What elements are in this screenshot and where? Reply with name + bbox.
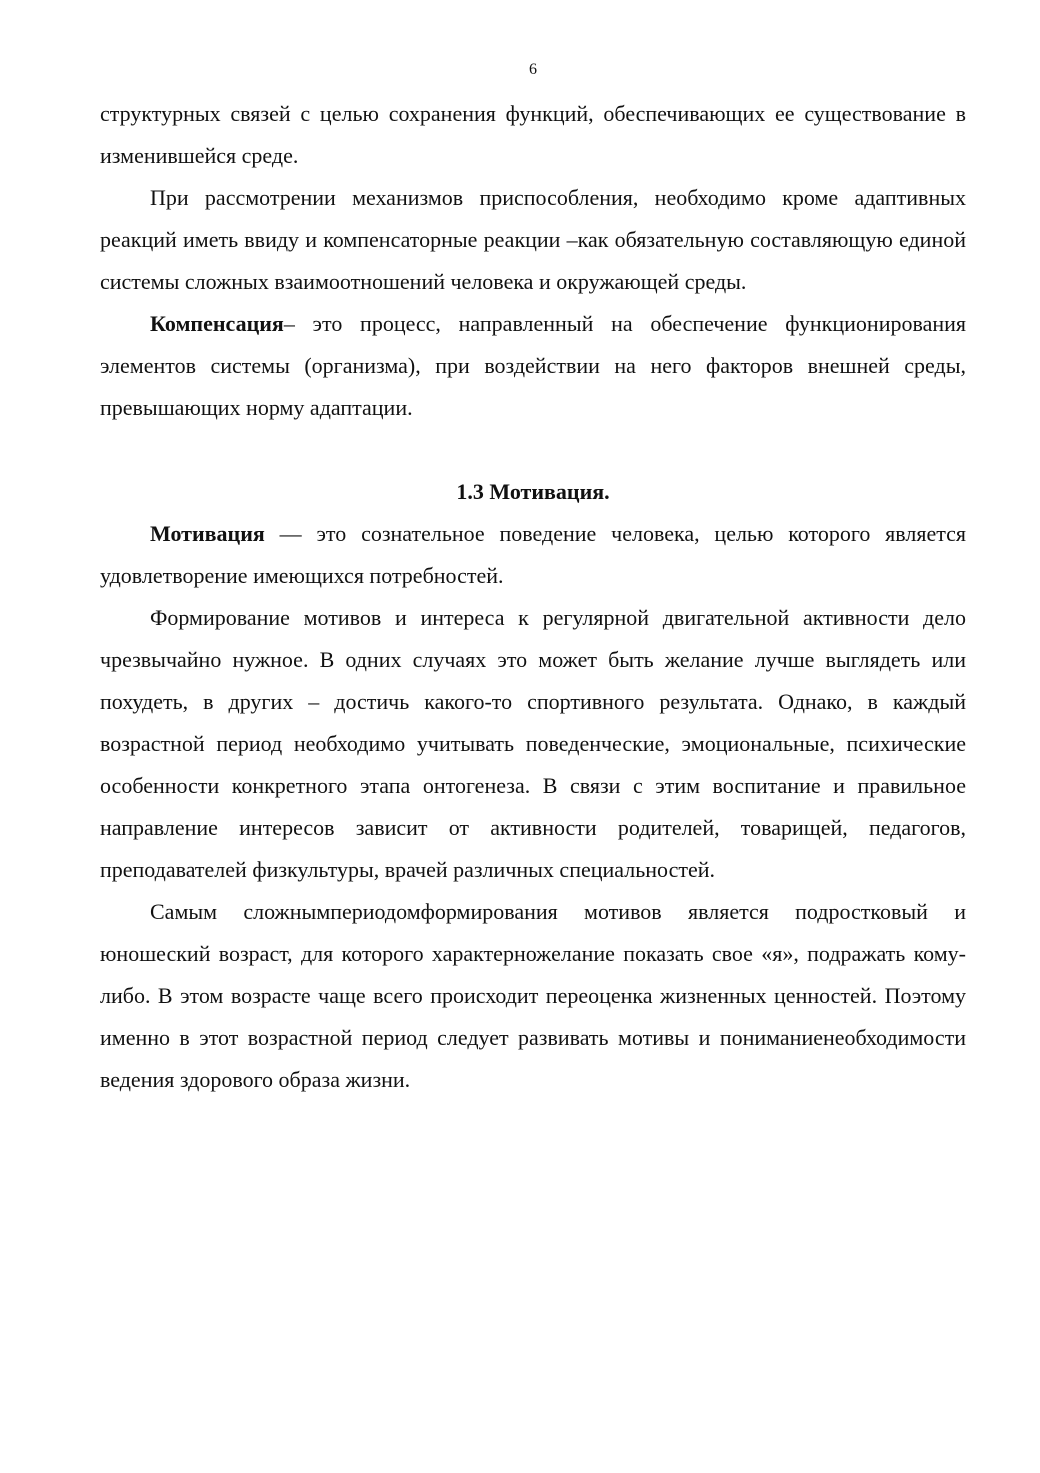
term-compensation: Компенсация — [150, 311, 284, 336]
paragraph-adolescent-period: Самым сложнымпериодомформирования мотивов является подростковый и юношеский возраст, для которого характерножелание показать свое «я», подражать кому-либо. В этом возрасте чаще всего происходит переоценка жизненных ценностей. Поэтому именно в этот возрастной период следует развивать мотивы и пониманиенеобходимости ведения здорового образа жизни. — [100, 899, 966, 1092]
section-gap — [100, 429, 966, 471]
section-heading: 1.3 Мотивация. — [456, 479, 610, 504]
paragraph-continuation: структурных связей с целью сохранения функций, обеспечивающих ее существование в изменившейся среде. — [100, 101, 966, 168]
motivation-definition-text: — это сознательное поведение человека, целью которого является удовлетворение имеющихся потребностей. — [100, 521, 966, 588]
paragraph-motive-formation: Формирование мотивов и интереса к регулярной двигательной активности дело чрезвычайно нужное. В одних случаях это может быть желание лучше выглядеть или похудеть, в других – достичь какого-то спортивного результата. Однако, в каждый возрастной период необходимо учитывать поведенческие, эмоциональные, психические особенности конкретного этапа онтогенеза. В связи с этим воспитание и правильное направление интересов зависит от активности родителей, товарищей, педагогов, преподавателей физкультуры, врачей различных специальностей. — [100, 605, 966, 882]
paragraph-motivation-definition — [100, 513, 966, 597]
page-body — [100, 93, 966, 1101]
paragraph-compensation-definition — [100, 303, 966, 429]
compensation-definition-text: – это процесс, направленный на обеспечение функционирования элементов системы (организма), при воздействии на него факторов внешней среды, превышающих норму адаптации. — [100, 311, 966, 420]
term-motivation: Мотивация — [150, 521, 265, 546]
paragraph-adaptation-mechanisms: При рассмотрении механизмов приспособления, необходимо кроме адаптивных реакций иметь ввиду и компенсаторные реакции –как обязательную составляющую единой системы сложных взаимоотношений человека и окружающей среды. — [100, 185, 966, 294]
page-number: 6 — [529, 61, 537, 78]
